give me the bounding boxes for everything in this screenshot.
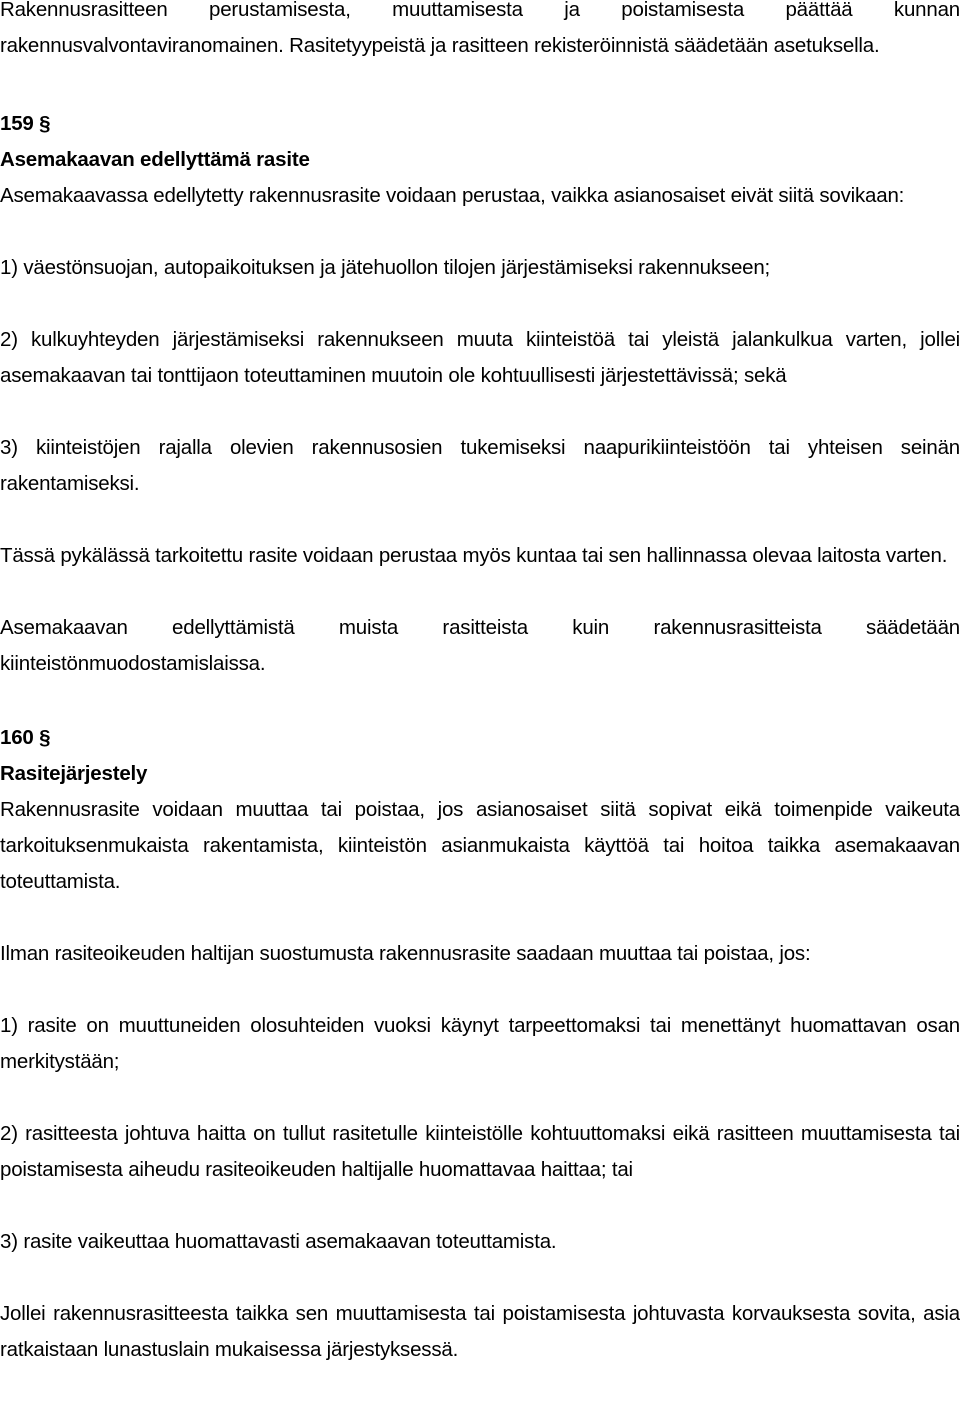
section-159-item-1: 1) väestönsuojan, autopaikoituksen ja jätehuollon tilojen järjestämiseksi rakennukseen; xyxy=(0,256,771,279)
section-160-item-2: 2) rasitteesta johtuva haitta on tullut rasitetulle kiinteistölle kohtuuttomaksi eikä rasitteen muuttamisesta tai poistamisesta aiheudu rasiteoikeuden haltijalle huomattavaa haittaa; tai xyxy=(0,1122,960,1181)
intro-paragraph: Rakennusrasitteen perustamisesta, muuttamisesta ja poistamisesta päättää kunnan rakennusvalvontaviranomainen. Rasitetyypeistä ja rasitteen rekisteröinnistä säädetään asetuksella. xyxy=(0,0,960,57)
section-159-item-2: 2) kulkuyhteyden järjestämiseksi rakennukseen muuta kiinteistöä tai yleistä jalankulkua varten, jollei asemakaavan tai tonttijaon toteuttaminen muutoin ole kohtuullisesti järjestettävissä; sekä xyxy=(0,328,960,387)
section-159-paragraph-3: Asemakaavan edellyttämistä muista rasitteista kuin rakennusrasitteista säädetään kiinteistönmuodostamislaissa. xyxy=(0,616,960,675)
section-160-paragraph-2: Ilman rasiteoikeuden haltijan suostumusta rakennusrasite saadaan muuttaa tai poistaa, jos: xyxy=(0,942,811,965)
section-159-paragraph-2: Tässä pykälässä tarkoitettu rasite voidaan perustaa myös kuntaa tai sen hallinnassa olevaa laitosta varten. xyxy=(0,544,948,567)
section-159-number: 159 § xyxy=(0,112,51,135)
section-160-number: 160 § xyxy=(0,726,51,749)
section-160-paragraph-1: Rakennusrasite voidaan muuttaa tai poistaa, jos asianosaiset siitä sopivat eikä toimenpide vaikeuta tarkoituksenmukaista rakentamista, kiinteistön asianmukaista käyttöä tai hoitoa taikka asemakaavan toteuttamista. xyxy=(0,798,960,893)
section-160-item-3: 3) rasite vaikeuttaa huomattavasti asemakaavan toteuttamista. xyxy=(0,1230,557,1253)
section-160-title: Rasitejärjestely xyxy=(0,762,148,785)
section-159-item-3: 3) kiinteistöjen rajalla olevien rakennusosien tukemiseksi naapurikiinteistöön tai yhteisen seinän rakentamiseksi. xyxy=(0,436,960,495)
section-159-lead: Asemakaavassa edellytetty rakennusrasite voidaan perustaa, vaikka asianosaiset eivät siitä sovikaan: xyxy=(0,184,905,207)
section-159-title: Asemakaavan edellyttämä rasite xyxy=(0,148,310,171)
section-160-paragraph-3: Jollei rakennusrasitteesta taikka sen muuttamisesta tai poistamisesta johtuvasta korvauksesta sovita, asia ratkaistaan lunastuslain mukaisessa järjestyksessä. xyxy=(0,1302,960,1361)
section-160-item-1: 1) rasite on muuttuneiden olosuhteiden vuoksi käynyt tarpeettomaksi tai menettänyt huomattavan osan merkitystään; xyxy=(0,1014,960,1073)
